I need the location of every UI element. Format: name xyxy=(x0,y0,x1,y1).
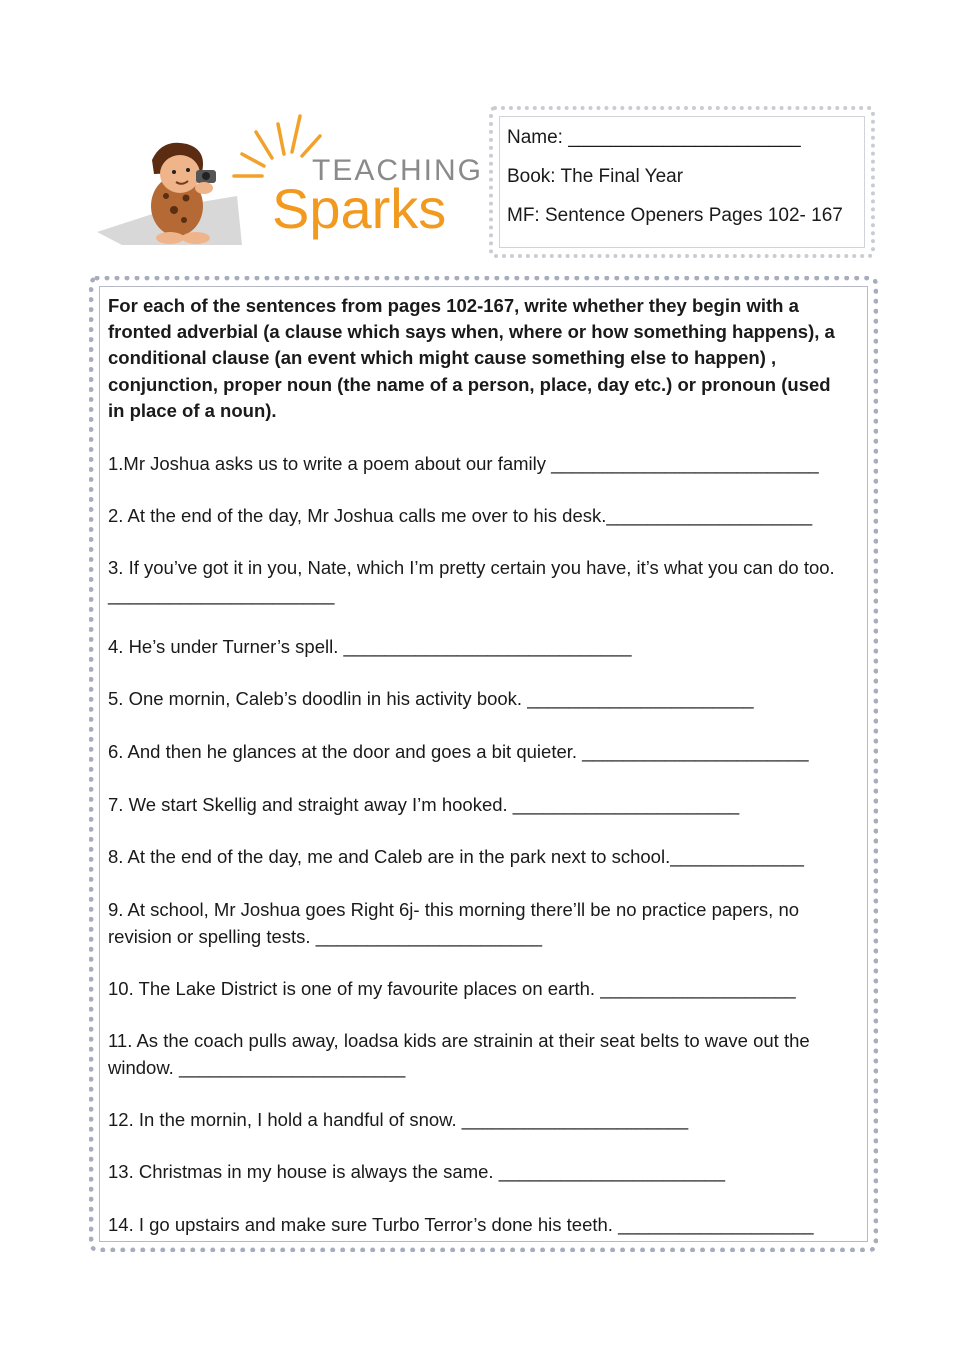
question-6[interactable]: 6. And then he glances at the door and goes a bit quieter. ______________________ xyxy=(108,741,809,762)
question-8[interactable]: 8. At the end of the day, me and Caleb are in the park next to school._____________ xyxy=(108,846,804,867)
question-1[interactable]: 1.Mr Joshua asks us to write a poem about our family __________________________ xyxy=(108,453,819,474)
question-12[interactable]: 12. In the mornin, I hold a handful of snow. ______________________ xyxy=(108,1109,689,1130)
question-5[interactable]: 5. One mornin, Caleb’s doodlin in his activity book. ______________________ xyxy=(108,688,754,709)
sun-rays-icon xyxy=(234,116,320,176)
question-11[interactable]: 11. As the coach pulls away, loadsa kids are strainin at their seat belts to wave out the window. ______________________ xyxy=(108,1030,810,1078)
logo-sparks-text: Sparks xyxy=(272,177,447,240)
logo-teaching-text: TEACHING xyxy=(312,154,484,187)
question-2[interactable]: 2. At the end of the day, Mr Joshua calls me over to his desk.____________________ xyxy=(108,505,813,526)
question-4[interactable]: 4. He’s under Turner’s spell. ____________________________ xyxy=(108,636,632,657)
book-title: Book: The Final Year xyxy=(507,166,684,187)
question-14[interactable]: 14. I go upstairs and make sure Turbo Terror’s done his teeth. ___________________ xyxy=(108,1214,814,1235)
logo-graphic xyxy=(92,110,484,250)
question-3[interactable]: 3. If you’ve got it in you, Nate, which I’m pretty certain you have, it’s what you can do too. ______________________ xyxy=(108,557,835,605)
question-7[interactable]: 7. We start Skellig and straight away I’m hooked. ______________________ xyxy=(108,794,740,815)
question-10[interactable]: 10. The Lake District is one of my favourite places on earth. ___________________ xyxy=(108,978,796,999)
instructions: For each of the sentences from pages 102-167, write whether they begin with a fronted adverbial (a clause which says when, where or how something happens), a conditional clause (an event which might cause something else to happen) , conjunction, proper noun (the name of a person, place, day etc.) or pronoun (used in place of a noun). xyxy=(108,295,835,421)
question-13[interactable]: 13. Christmas in my house is always the same. ______________________ xyxy=(108,1161,726,1182)
mf-topic: MF: Sentence Openers Pages 102- 167 xyxy=(507,205,843,226)
worksheet-box xyxy=(89,276,878,1252)
question-9[interactable]: 9. At school, Mr Joshua goes Right 6j- this morning there’ll be no practice papers, no revision or spelling tests. ______________________ xyxy=(108,899,800,947)
name-field[interactable]: Name: ______________________ xyxy=(507,127,801,148)
teaching-sparks-logo xyxy=(92,110,484,250)
student-info-box xyxy=(489,106,875,258)
